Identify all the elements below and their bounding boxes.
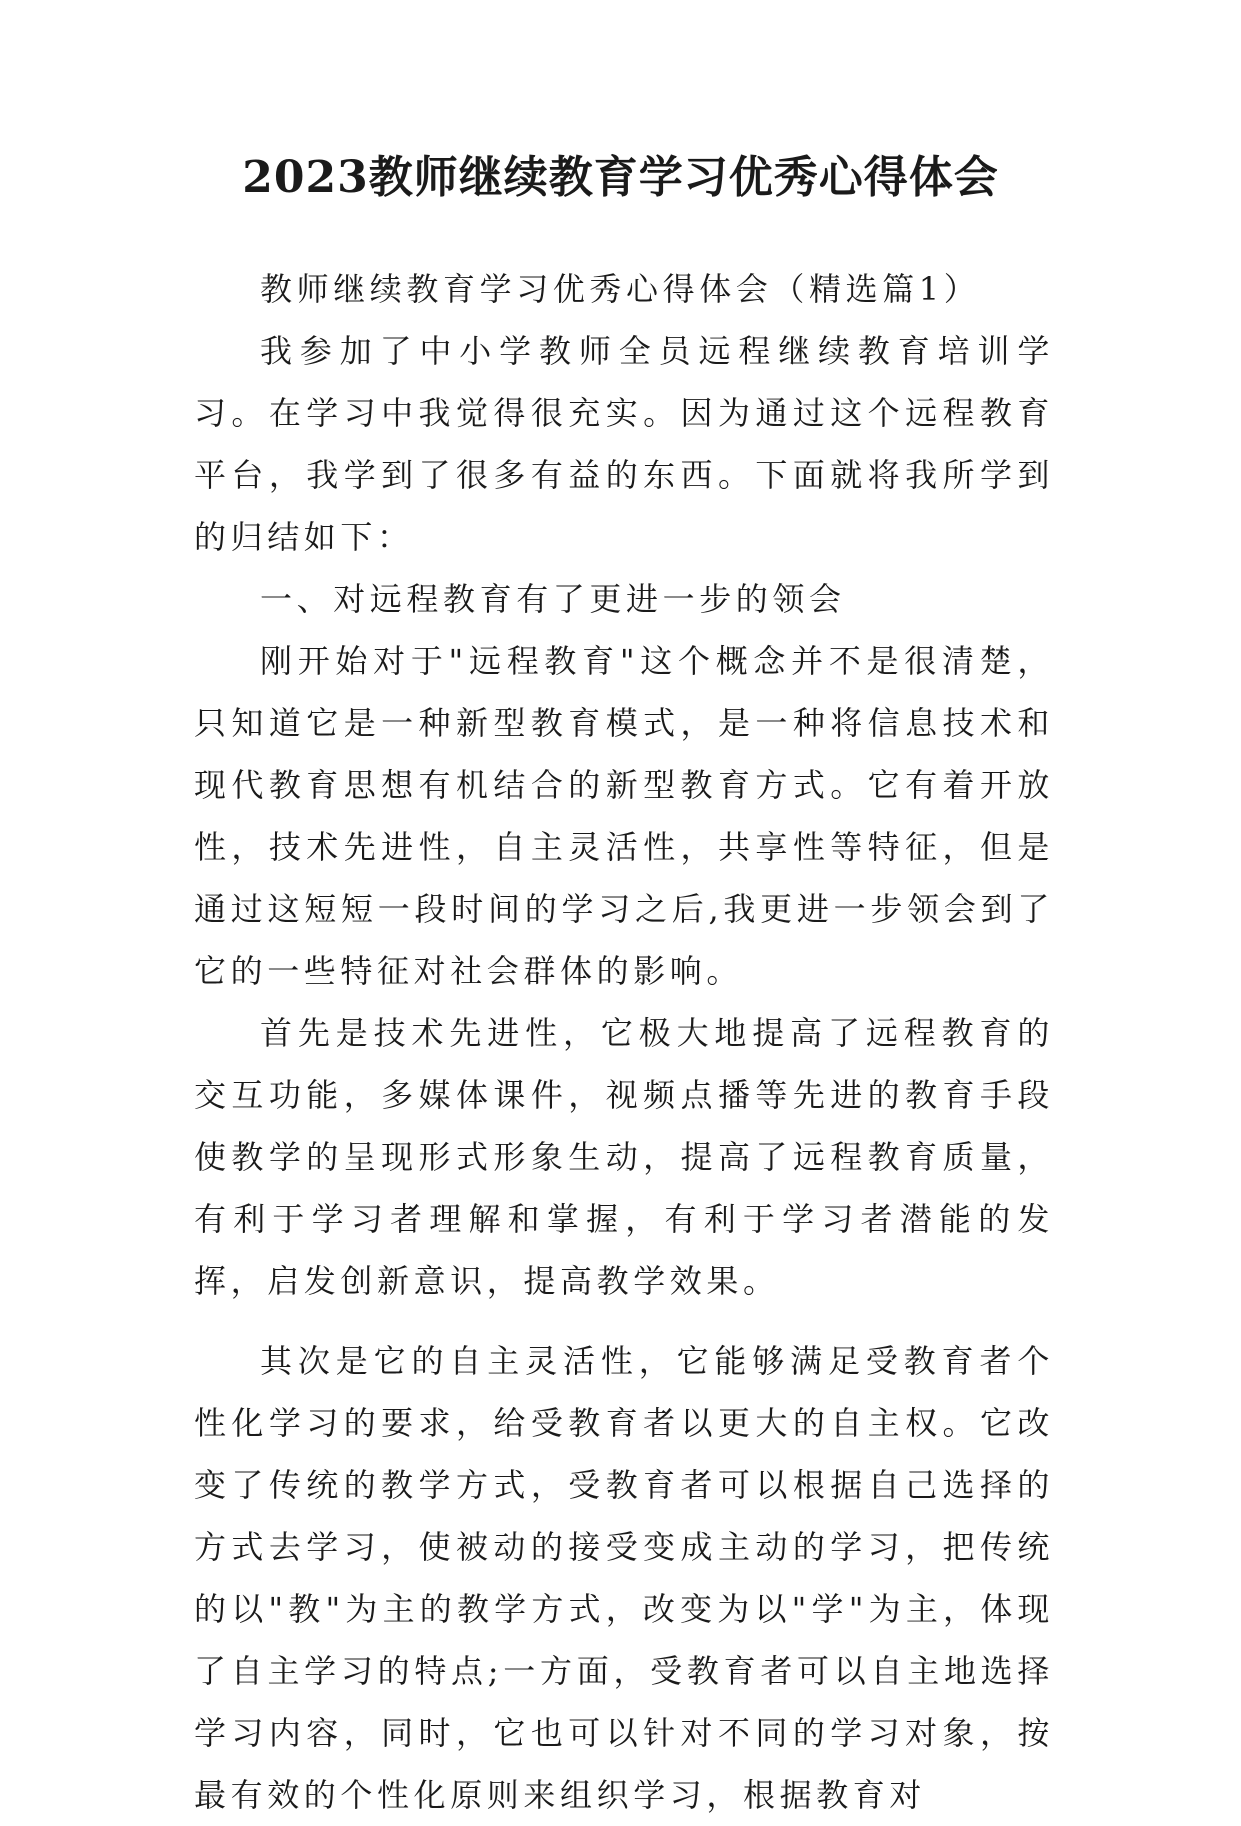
document-title: 2023教师继续教育学习优秀心得体会 — [242, 152, 999, 203]
body-paragraph: 我参加了中小学教师全员远程继续教育培训学习。在学习中我觉得很充实。因为通过这个远程教育平台，我学到了很多有益的东西。下面就将我所学到的归结如下： — [194, 332, 1054, 556]
subsection-heading: 一、对远程教育有了更进一步的领会 — [260, 580, 846, 618]
body-paragraph: 首先是技术先进性，它极大地提高了远程教育的交互功能，多媒体课件，视频点播等先进的教育手段使教学的呈现形式形象生动，提高了远程教育质量，有利于学习者理解和掌握，有利于学习者潜能的发挥，启发创新意识，提高教学效果。 — [194, 1014, 1054, 1300]
section-heading: 教师继续教育学习优秀心得体会（精选篇1） — [260, 270, 981, 308]
document-body — [194, 258, 1054, 1826]
body-paragraph: 刚开始对于"远程教育"这个概念并不是很清楚，只知道它是一种新型教育模式，是一种将信息技术和现代教育思想有机结合的新型教育方式。它有着开放性，技术先进性，自主灵活性，共享性等特征，但是通过这短短一段时间的学习之后,我更进一步领会到了它的一些特征对社会群体的影响。 — [194, 642, 1054, 990]
body-paragraph: 其次是它的自主灵活性，它能够满足受教育者个性化学习的要求，给受教育者以更大的自主权。它改变了传统的教学方式，受教育者可以根据自己选择的方式去学习，使被动的接受变成主动的学习，把传统的以"教"为主的教学方式，改变为以"学"为主，体现了自主学习的特点;一方面，受教育者可以自主地选择学习内容，同时，它也可以针对不同的学习对象，按最有效的个性化原则来组织学习，根据教育对 — [194, 1342, 1054, 1814]
